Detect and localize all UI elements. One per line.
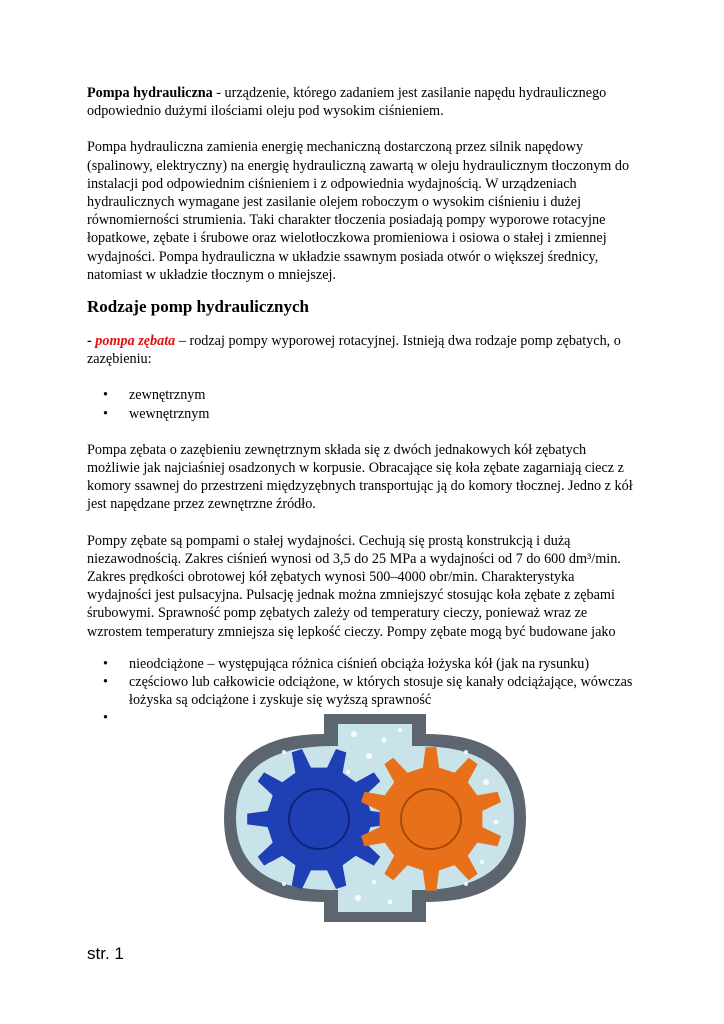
document-body (87, 84, 639, 727)
bullet: • (103, 405, 108, 422)
right-gear-hub (401, 789, 461, 849)
dash-prefix: - (87, 333, 96, 350)
description-paragraph: Pompa hydrauliczna zamienia energię mechaniczną dostarczoną przez silnik napędowy (spalinowy, elektryczny) na energię hydrauliczną zawartą w oleju hydraulicznym tłoczonym do instalacji pod odpowiednim ciśnieniem i z odpowiednia wydajnością. W urządzeniach hydraulicznych wymagane jest zasilanie olejem roboczym o wysokim ciśnieniu i dużej równomierności strumienia. Taki charakter tłoczenia posiadają pompy wyporowe rotacyjne łopatkowe, zębate i śrubowe oraz wielotłoczkowa promieniowa i osiowa o stałej i zmiennej wydajności. Pompa hydrauliczna w układzie ssawnym posiada otwór o większej średnicy, natomiast w układzie tłocznym o mniejszej. (87, 139, 630, 283)
relief-types-list (87, 655, 639, 727)
list-item: • częściowo lub całkowicie odciążone, w których stosuje się kanały odciążające, wówczas łożyska są odciążone i zyskuje się wyższą sprawność (103, 674, 633, 709)
gear-pump-paragraph (87, 332, 639, 368)
bullet: • (103, 655, 108, 672)
bullet: • (103, 710, 108, 727)
intro-paragraph (87, 84, 639, 120)
list-item: • nieodciążone – występująca różnica ciśnień obciąża łożyska kół (jak na rysunku) (103, 655, 590, 672)
meshing-types-list (87, 386, 639, 422)
bullet: • (103, 387, 108, 404)
gear-pump-text: – rodzaj pompy wyporowej rotacyjnej. Istnieją dwa rodzaje pomp zębatych, o zazębieniu: (87, 333, 621, 368)
intro-text: - urządzenie, którego zadaniem jest zasilanie napędu hydraulicznego odpowiednio dużymi ilościami oleju pod wysokim ciśnieniem. (87, 85, 607, 120)
page-number: str. 1 (87, 944, 124, 963)
section-heading: Rodzaje pomp hydraulicznych (87, 297, 309, 317)
properties-paragraph: Pompy zębate są pompami o stałej wydajności. Cechują się prostą konstrukcją i dużą niezawodnością. Zakres ciśnień wynosi od 3,5 do 25 MPa a wydajności od 7 do 600 dm³/min. Zakres prędkości obrotowej kół zębatych wynosi 500–4000 obr/min. Charakterystyka wydajności jest pulsacyjna. Pulsację jednak można zmniejszyć stosując koła zębate z zębami śrubowymi. Sprawność pomp zębatych zależy od temperatury cieczy, ponieważ wraz ze wzrostem temperatury zmniejsza się lepkość cieczy. Pompy zębate mogą być budowane jako (87, 532, 621, 640)
bullet: • (103, 674, 108, 691)
gear-pump-diagram (224, 712, 526, 924)
external-gear-paragraph: Pompa zębata o zazębieniu zewnętrznym składa się z dwóch jednakowych kół zębatych możliwie jak najciaśniej osadzonych w korpusie. Obracające się koła zębate zagarniają ciecz z komory ssawnej do przestrzeni międzyzębnych transportując ją do komory tłocznej. Jedno z kół jest napędzane przez zewnętrzne źródło. (87, 441, 633, 513)
list-item: • wewnętrznym (103, 405, 210, 422)
list-item: • zewnętrznym (103, 387, 206, 404)
intro-term: Pompa hydrauliczna (87, 85, 213, 101)
gear-pump-term: pompa zębata (95, 333, 176, 350)
left-gear-hub (289, 789, 349, 849)
